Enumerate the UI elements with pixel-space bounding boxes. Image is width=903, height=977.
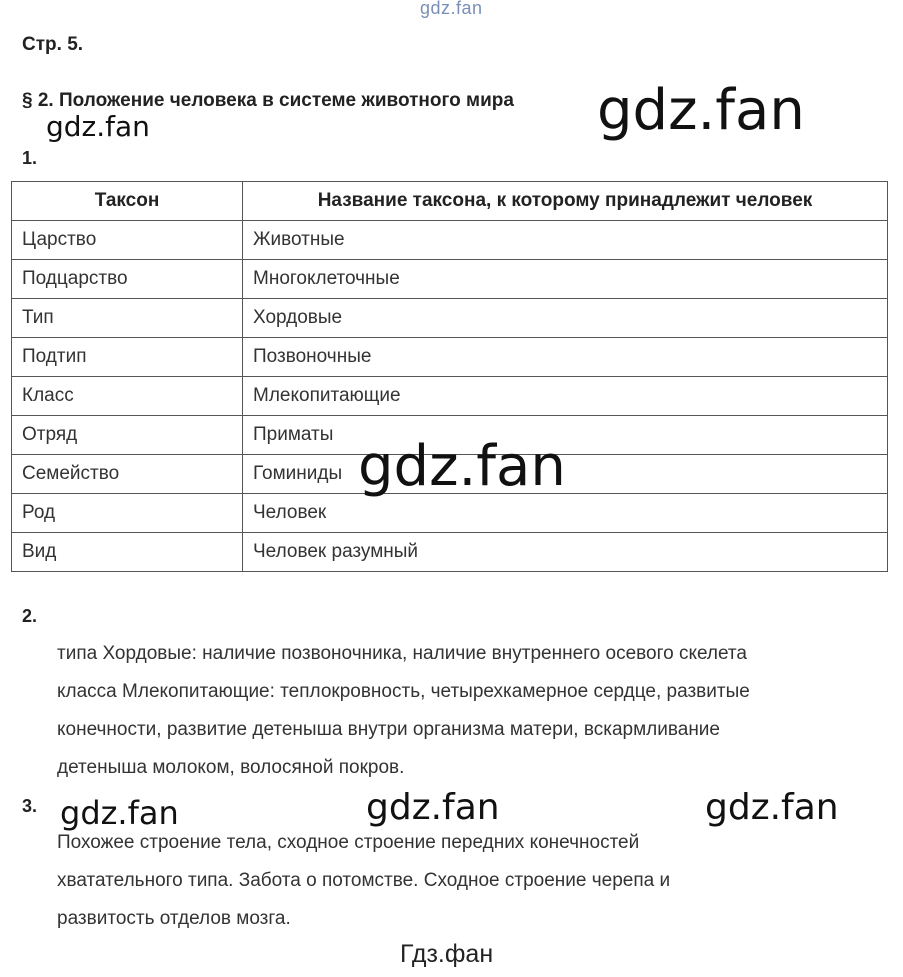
table-row	[12, 299, 888, 338]
task-3-line-3: развитость отделов мозга.	[57, 908, 291, 929]
watermark-table: gdz.fan	[358, 434, 566, 499]
column-header-name: Название таксона, к которому принадлежит человек	[243, 182, 888, 221]
table-cell-taxon: Род	[12, 494, 243, 533]
watermark-small: gdz.fan	[46, 110, 150, 143]
table-cell-name: Позвоночные	[243, 338, 888, 377]
table-cell-name: Животные	[243, 221, 888, 260]
table-cell-name: Приматы	[243, 416, 888, 455]
table-cell-taxon: Подцарство	[12, 260, 243, 299]
taxonomy-table	[11, 181, 888, 572]
table-cell-taxon: Тип	[12, 299, 243, 338]
table-row	[12, 377, 888, 416]
watermark-top: gdz.fan	[420, 0, 483, 18]
table-cell-name: Человек разумный	[243, 533, 888, 572]
table-cell-taxon: Класс	[12, 377, 243, 416]
table-row	[12, 221, 888, 260]
task-2-line-4: детеныша молоком, волосяной покров.	[57, 757, 405, 778]
table-cell-name: Человек	[243, 494, 888, 533]
task-1-number: 1.	[22, 148, 38, 168]
task-2-line-3: конечности, развитие детеныша внутри организма матери, вскармливание	[57, 719, 720, 740]
table-cell-taxon: Вид	[12, 533, 243, 572]
table-cell-taxon: Царство	[12, 221, 243, 260]
task-2-line-2: класса Млекопитающие: теплокровность, четырехкамерное сердце, развитые	[57, 681, 750, 702]
table-cell-taxon: Подтип	[12, 338, 243, 377]
task-2-number: 2.	[22, 606, 38, 626]
watermark-row-left: gdz.fan	[60, 794, 179, 832]
table-header-row	[12, 182, 888, 221]
task-3-line-1: Похожее строение тела, сходное строение передних конечностей	[57, 832, 640, 853]
table-cell-name: Млекопитающие	[243, 377, 888, 416]
task-2-line-1: типа Хордовые: наличие позвоночника, наличие внутреннего осевого скелета	[57, 643, 747, 664]
column-header-taxon: Таксон	[12, 182, 243, 221]
table-cell-name: Хордовые	[243, 299, 888, 338]
table-row	[12, 260, 888, 299]
watermark-row-center: gdz.fan	[366, 787, 500, 828]
table-cell-taxon: Отряд	[12, 416, 243, 455]
table-cell-taxon: Семейство	[12, 455, 243, 494]
watermark-big: gdz.fan	[597, 78, 805, 143]
page-reference: Стр. 5.	[22, 34, 84, 55]
task-3-line-2: хватательного типа. Забота о потомстве. Сходное строение черепа и	[57, 870, 671, 891]
task-3-number: 3.	[22, 796, 38, 816]
table-row	[12, 494, 888, 533]
watermark-row-right: gdz.fan	[705, 787, 839, 828]
section-title: § 2. Положение человека в системе животного мира	[22, 90, 514, 111]
table-row	[12, 533, 888, 572]
table-cell-name: Многоклеточные	[243, 260, 888, 299]
table-cell-name: Гоминиды	[243, 455, 888, 494]
table-row	[12, 338, 888, 377]
watermark-bottom: Гдз.фан	[400, 940, 494, 968]
